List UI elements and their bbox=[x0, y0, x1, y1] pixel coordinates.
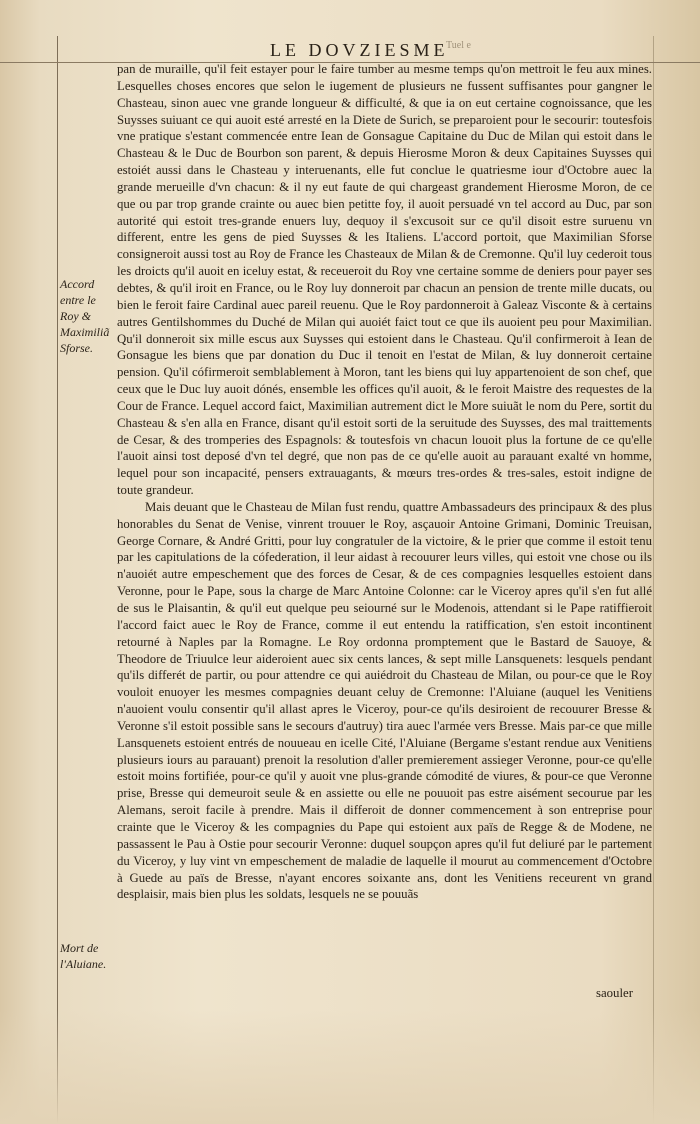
bleed-through-text: Tuel e bbox=[446, 40, 471, 51]
running-head: LE DOVZIESME bbox=[270, 40, 449, 60]
catchword: saouler bbox=[596, 986, 633, 1000]
body-text bbox=[117, 61, 652, 903]
page-bottom-shading bbox=[0, 1010, 700, 1124]
margin-note-accord: Accord entre le Roy & Maximiliã Sforse. bbox=[60, 277, 110, 355]
paragraph-1: pan de muraille, qu'il feit estayer pour le faire tumber au mesme temps qu'on mettroit le feu aux mines. Lesquelles choses encores que selon le iugement de plusieurs ne fussent suffisantes pour gangner le Chasteau, sinon auec vne grande longueur & difficulté, & que ia on eut certaine cognoissance, que les Suysses suiuant ce qui auoit esté arresté en la Diete de Surich, se preparoient pour le secourir: toutesfois vne pratique s'estant commencée entre Iean de Gonsague Capitaine du Duc de Milan qui estoit dans le Chasteau & le Duc de Bourbon son parent, & depuis Hierosme Moron & deux Capitaines Suysses qui estoiét aussi dans le Chasteau y interuenants, elle fut conclue le quatriesme iour d'Octobre auec la grande merueille d'vn chacun: & il ny eut faute de qui chargeast grandement Hierosme Moron, de ce que ou par trop grande crainte ou auec bien petitte foy, il auoit persuadé vn tel accord au Duc, par son autorité qui estoit tres-grande enuers luy, dequoy il s'excusoit sur ce qu'il disoit estre suruenu vn different, entre les gens de pied Suysses & les Italiens. L'accord portoit, que Maximilian Sforse consigneroit aussi tost au Roy de France les Chasteaux de Milan & de Cremonne. Qu'il luy cederoit tous les droicts qu'il auoit en iceluy estat, & receueroit du Roy vne certaine somme de deniers pour payer ses debtes, & qu'il iroit en France, ou le Roy luy donneroit par chacun an pension de trente mille ducats, ou bien le feroit faire Cardinal auec pareil reuenu. Que le Roy pardonneroit à Galeaz Visconte & à certains autres Gentilshommes du Duché de Milan qui auoiét faict tout ce que ils auoient peu pour Maximilian. Qu'il donneroit six mille escus aux Suysses qui estoient dans le Chasteau. Qu'il confirmeroit à Iean de Gonsague les biens que par donation du Duc il tenoit en l'estat de Milan, & luy donneroit certaine pension. Qu'il cófirmeroit semblablement à Moron, tant les biens qui luy appartenoient de son chef, que ceux que le Duc luy auoit dónés, ensemble les offices qu'il auoit, & le feroit Maistre des requestes de la Cour de France. Lequel accord faict, Maximilian autrement dict le More suiuãt le nom du Pere, sortit du Chasteau & s'en alla en France, disant qu'il estoit sorti de la seruitude des Suysses, des mal traittements de Cesar, & des tromperies des Espagnols: & toutesfois vn chacun louoit plus la fortune de ce qu'elle l'auoit ainsi tost deposé d'vn tel degré, que non pas de ce qu'elle auoit au parauant exalté vn homme, lequel pour son incapacité, pensers extrauagants, & mœurs tres-ordes & tres-sales, estoit indigne de toute grandeur. bbox=[117, 62, 652, 498]
left-margin-rule bbox=[57, 36, 58, 1124]
margin-note-mort: Mort de l'Aluiane. bbox=[60, 941, 107, 971]
paragraph-2: Mais deuant que le Chasteau de Milan fust rendu, quattre Ambassadeurs des principaux & des plus honorables du Senat de Venise, vinrent trouuer le Roy, asçauoir Antoine Grimani, Dominic Treuisan, George Cornare, & André Gritti, pour luy congratuler de la victoire, & le prier que comme il estoit tenu par les capitulations de la cófederation, il leur aidast à recouurer leurs villes, qui estoit vne chose ou ils n'auoiét autre empeschement que des forces de Cesar, & de ces compagnies lesquelles estoient dans Veronne, pour le Pape, sous la charge de Marc Antoine Colonne: car le Viceroy apres qu'il s'en fut allé de sus le Plaisantin, & qu'il eut quelque peu seiourné sur le Modenois, attendant si le Pape ratiffieroit l'accord faict auec le Roy de France, comme il eut entendu la ratiffication, s'en estoit incontinent retourné à Naples par la Romagne. Le Roy ordonna promptement que le Bastard de Sauoye, & Theodore de Triuulce leur aideroient auec six cents lances, & sept mille Lansquenets: lesquels pendant qu'ils differét de partir, ou pour attendre ce qui auiédroit du Chasteau de Milan, ou pour-ce que le Roy vouloit enuoyer les mesmes compagnies deuant celuy de Cremonne: l'Aluiane (auquel les Venitiens n'auoient voulu consentir qu'il allast apres le Viceroy, pour-ce qu'ils desiroient de recouurer Bresse & Veronne s'il estoit possible sans le secours d'autruy) tira auec l'armée vers Bresse. Mais par-ce que mille Lansquenets estoient entrés de nouueau en icelle Cité, l'Aluiane (Bergame s'estant rendue aux Venitiens plusieurs iours au parauant) prenoit la resolution d'aller premierement assieger Veronne, pour-ce qu'elle estoit moins fortifiée, pour-ce qu'il y auoit vne plus-grande cómodité de viures, & pour-ce que Veronne prise, Bresse qui demeuroit seule & en assiette ou elle ne pouuoit pas estre aisément secourue par les Alemans, seroit facile à prendre. Mais il differoit de donner commencement à son entreprise pour crainte que le Viceroy & les compagnies du Pape qui estoient aux païs de Regge & de Modene, ne passassent le Pau à Ostie pour secourir Veronne: duquel soupçon apres qu'il fut deliuré par le partement du Viceroy, y luy vint vn empeschement de maladie de laquelle il mourut au commencement d'Octobre à Guede au païs de Bresse, n'ayant encores soixante ans, dont les Venitiens receurent vn grand desplaisir, mais bien plus les soldats, lesquels ne se pouuãs bbox=[117, 499, 652, 902]
right-margin-rule bbox=[653, 36, 654, 1124]
